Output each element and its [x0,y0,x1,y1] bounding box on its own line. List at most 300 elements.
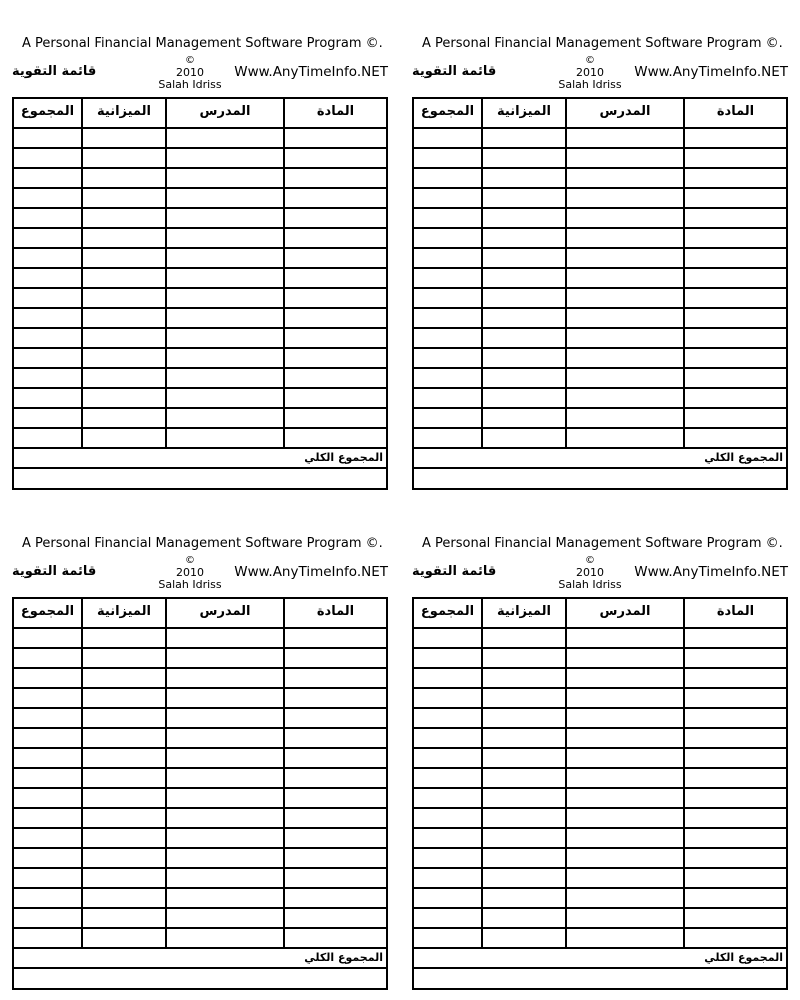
table-cell [14,749,81,767]
table-cell [567,929,683,947]
table-cell [285,349,386,367]
table-cell [567,289,683,307]
table-cell [285,689,386,707]
table-cell [483,669,565,687]
table-cell [414,789,481,807]
table-cell [685,809,786,827]
tutoring-list-panel-2 [400,0,800,500]
table-cell [14,189,81,207]
table-cell [167,769,283,787]
tutoring-list-panel-3 [0,500,400,1000]
table-cell [685,929,786,947]
website-address: Www.AnyTimeInfo.NET [634,64,788,80]
program-title: A Personal Financial Management Software Program ©. [422,536,783,551]
website-address: Www.AnyTimeInfo.NET [234,64,388,80]
table-cell [483,349,565,367]
table-cell [567,189,683,207]
table-cell [83,649,165,667]
list-name: قائمة التقوية [412,64,497,79]
table-cell [167,209,283,227]
table-cell [14,289,81,307]
column-header: الميزانية [83,99,165,127]
table-cell [685,429,786,447]
table-cell [483,269,565,287]
table-cell [414,189,481,207]
copyright-symbol: © [185,55,195,66]
table-cell [83,629,165,647]
table-cell [414,429,481,447]
table-cell [14,669,81,687]
grand-total-label: المجموع الكلي [414,949,786,967]
table-cell [167,729,283,747]
table-cell [167,169,283,187]
column-header: المجموع [14,99,81,127]
table-cell [167,189,283,207]
table-cell [83,829,165,847]
table-cell [167,929,283,947]
table-cell [14,649,81,667]
table-cell [14,409,81,427]
table-cell [567,329,683,347]
table-cell [83,249,165,267]
table-cell [167,289,283,307]
table-cell [685,789,786,807]
table-cell [414,329,481,347]
column-header: المجموع [414,599,481,627]
table-cell [567,149,683,167]
table-cell [483,829,565,847]
table-cell [285,629,386,647]
table-cell [83,769,165,787]
table-cell [414,829,481,847]
table-cell [685,369,786,387]
column-header: المجموع [414,99,481,127]
table-cell [14,369,81,387]
table-cell [14,429,81,447]
table-cell [685,229,786,247]
table-cell [685,389,786,407]
table-cell [685,849,786,867]
table-cell [414,629,481,647]
table-cell [483,249,565,267]
table-cell [414,669,481,687]
table-cell [285,889,386,907]
copyright-block [150,555,230,591]
table-cell [414,169,481,187]
table-cell [83,189,165,207]
table-cell [414,749,481,767]
table-cell [414,129,481,147]
table-cell [167,269,283,287]
table-cell [167,129,283,147]
table-cell [285,769,386,787]
table-cell [14,889,81,907]
table-cell [483,189,565,207]
copyright-symbol: © [185,555,195,566]
table-cell [483,909,565,927]
table-cell [483,309,565,327]
table-cell [167,409,283,427]
table-cell [285,269,386,287]
table-cell [83,809,165,827]
table-cell [483,209,565,227]
table-cell [414,769,481,787]
table-cell [567,689,683,707]
table-cell [83,409,165,427]
table-cell [83,349,165,367]
table-cell [414,869,481,887]
table-cell [414,269,481,287]
program-title: A Personal Financial Management Software Program ©. [22,536,383,551]
table-cell [414,349,481,367]
table-cell [483,649,565,667]
column-header: المادة [685,599,786,627]
table-cell [567,129,683,147]
table-cell [285,669,386,687]
table-cell [14,829,81,847]
program-title: A Personal Financial Management Software Program ©. [22,36,383,51]
table-cell [567,809,683,827]
table-cell [285,909,386,927]
copyright-block [150,55,230,91]
table-cell [167,669,283,687]
table-cell [483,169,565,187]
author-name: Salah Idriss [158,78,222,91]
website-address: Www.AnyTimeInfo.NET [234,564,388,580]
table-cell [567,369,683,387]
table-cell [285,869,386,887]
table-cell [685,669,786,687]
table-cell [14,269,81,287]
table-cell [14,809,81,827]
table-cell [83,389,165,407]
table-cell [685,629,786,647]
table-cell [14,169,81,187]
table-cell [14,929,81,947]
copyright-symbol: © [585,55,595,66]
table-cell [567,769,683,787]
table-cell [83,749,165,767]
table-cell [14,729,81,747]
table-cell [685,869,786,887]
table-cell [567,409,683,427]
table-cell [685,189,786,207]
table-cell [83,129,165,147]
table-cell [14,869,81,887]
table-cell [83,369,165,387]
grand-total-label: المجموع الكلي [14,449,386,467]
table-cell [685,889,786,907]
table-cell [14,629,81,647]
table-cell [685,829,786,847]
table-cell [483,409,565,427]
table-cell [414,229,481,247]
table-cell [167,249,283,267]
table-cell [567,789,683,807]
table-cell [483,789,565,807]
table-cell [567,169,683,187]
table-cell [83,149,165,167]
table-cell [285,369,386,387]
copyright-year: 2010 [176,66,204,79]
table-cell [285,209,386,227]
table-cell [567,869,683,887]
table-cell [167,629,283,647]
table-cell [414,649,481,667]
table-cell [414,409,481,427]
table-cell [414,889,481,907]
copyright-symbol: © [585,555,595,566]
table-cell [285,809,386,827]
tutoring-list-panel-1 [0,0,400,500]
table-cell [685,149,786,167]
table-cell [483,769,565,787]
copyright-year: 2010 [576,566,604,579]
author-name: Salah Idriss [558,78,622,91]
table-cell [567,209,683,227]
table-cell [285,749,386,767]
table-cell [567,429,683,447]
table-cell [167,869,283,887]
table-cell [83,289,165,307]
copyright-year: 2010 [576,66,604,79]
table-cell [167,829,283,847]
table-cell [14,389,81,407]
table-cell [414,909,481,927]
table-cell [685,709,786,727]
table-cell [685,909,786,927]
column-header: المادة [285,99,386,127]
table-cell [167,649,283,667]
table-cell [285,129,386,147]
table-cell [285,329,386,347]
column-header: المجموع [14,599,81,627]
table-cell [14,789,81,807]
table-cell [685,749,786,767]
table-cell [685,249,786,267]
table-cell [167,689,283,707]
table-cell [14,249,81,267]
table-cell [83,849,165,867]
table-cell [167,709,283,727]
table-cell [414,849,481,867]
table-cell [285,229,386,247]
table-cell [14,769,81,787]
copyright-year: 2010 [176,566,204,579]
table-cell [483,869,565,887]
list-name: قائمة التقوية [12,64,97,79]
table-cell [83,169,165,187]
table-cell [14,689,81,707]
table-cell [483,329,565,347]
table-cell [483,749,565,767]
table-cell [567,849,683,867]
table-cell [414,369,481,387]
table-cell [285,169,386,187]
table-cell [567,709,683,727]
table-cell [14,709,81,727]
author-name: Salah Idriss [558,578,622,591]
table-cell [414,309,481,327]
table-cell [285,649,386,667]
table-cell [685,769,786,787]
table-cell [14,129,81,147]
table-cell [483,929,565,947]
table-cell [167,349,283,367]
table-cell [167,389,283,407]
table-cell [483,689,565,707]
table-cell [285,189,386,207]
table-cell [685,689,786,707]
table-cell [83,269,165,287]
table-cell [414,729,481,747]
table-cell [167,369,283,387]
table-cell [83,789,165,807]
table-cell [567,889,683,907]
table-cell [14,149,81,167]
table-cell [414,149,481,167]
table-cell [483,429,565,447]
table-cell [685,649,786,667]
table-cell [483,889,565,907]
table-cell [83,709,165,727]
grand-total-value [14,969,386,988]
copyright-block [550,55,630,91]
table-cell [685,289,786,307]
table-cell [567,249,683,267]
table-cell [414,209,481,227]
table-cell [414,289,481,307]
tutoring-table [412,97,788,490]
table-cell [483,729,565,747]
table-cell [285,289,386,307]
table-cell [567,729,683,747]
table-cell [14,329,81,347]
tutoring-table [412,597,788,990]
table-cell [285,429,386,447]
website-address: Www.AnyTimeInfo.NET [634,564,788,580]
column-header: المدرس [567,99,683,127]
table-cell [83,889,165,907]
grand-total-label: المجموع الكلي [14,949,386,967]
table-cell [285,729,386,747]
table-cell [14,209,81,227]
table-cell [167,309,283,327]
table-cell [685,349,786,367]
table-cell [414,249,481,267]
table-cell [567,389,683,407]
grand-total-value [414,969,786,988]
table-cell [285,249,386,267]
grand-total-value [14,469,386,488]
table-cell [414,689,481,707]
table-cell [685,269,786,287]
table-cell [285,149,386,167]
table-cell [83,729,165,747]
column-header: الميزانية [483,599,565,627]
table-cell [285,709,386,727]
copyright-block [550,555,630,591]
table-cell [567,649,683,667]
table-cell [483,849,565,867]
table-cell [685,309,786,327]
table-cell [167,889,283,907]
program-title: A Personal Financial Management Software Program ©. [422,36,783,51]
author-name: Salah Idriss [158,578,222,591]
table-cell [14,309,81,327]
table-cell [14,229,81,247]
table-cell [167,229,283,247]
table-cell [483,629,565,647]
table-cell [285,829,386,847]
table-cell [83,309,165,327]
table-cell [414,809,481,827]
column-header: المدرس [167,599,283,627]
table-cell [83,229,165,247]
table-cell [567,229,683,247]
table-cell [567,909,683,927]
table-cell [567,349,683,367]
table-cell [685,209,786,227]
table-cell [685,729,786,747]
table-cell [14,909,81,927]
table-cell [83,689,165,707]
list-name: قائمة التقوية [412,564,497,579]
table-cell [685,409,786,427]
table-cell [483,289,565,307]
table-cell [483,149,565,167]
table-cell [83,329,165,347]
table-cell [14,849,81,867]
column-header: المادة [685,99,786,127]
list-name: قائمة التقوية [12,564,97,579]
table-cell [285,309,386,327]
table-cell [483,709,565,727]
column-header: المدرس [567,599,683,627]
table-cell [285,409,386,427]
column-header: الميزانية [83,599,165,627]
tutoring-table [12,97,388,490]
table-cell [167,809,283,827]
table-cell [285,789,386,807]
table-cell [83,929,165,947]
table-cell [483,129,565,147]
table-cell [83,209,165,227]
table-cell [14,349,81,367]
grand-total-value [414,469,786,488]
table-cell [167,909,283,927]
table-cell [483,389,565,407]
table-cell [167,429,283,447]
table-cell [567,309,683,327]
grand-total-label: المجموع الكلي [414,449,786,467]
column-header: الميزانية [483,99,565,127]
table-cell [414,389,481,407]
tutoring-list-panel-4 [400,500,800,1000]
table-cell [483,229,565,247]
table-cell [83,869,165,887]
table-cell [167,149,283,167]
table-cell [414,709,481,727]
table-cell [685,169,786,187]
table-cell [285,929,386,947]
table-cell [285,849,386,867]
tutoring-table [12,597,388,990]
table-cell [167,749,283,767]
table-cell [685,329,786,347]
table-cell [567,269,683,287]
table-cell [567,829,683,847]
